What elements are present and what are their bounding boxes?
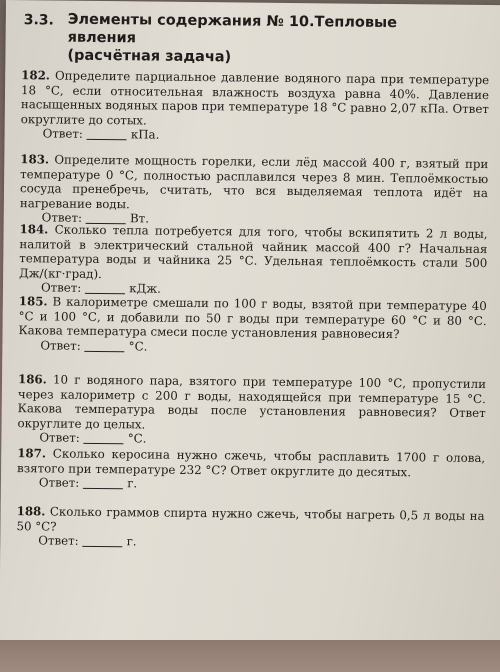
section-title-line1: Элементы содержания № 10.Тепловые явления	[67, 11, 398, 47]
problem-number: 185.	[18, 294, 48, 309]
problem-text	[20, 152, 489, 215]
problem-body: Сколько керосина нужно сжечь, чтобы расплавить 1700 г олова, взятого при температуре 232 °С? Ответ округлите до десятых.	[17, 446, 486, 479]
problem-body: Сколько тепла потребуется для того, чтобы вскипятить 2 л воды, налитой в электрический стальной чайник массой 400 г? Начальная температура воды и чайника 25 °С. Удельная теплоёмкость стали 500 Дж/(кг·град).	[19, 222, 488, 281]
problem-183	[20, 152, 489, 230]
answer-unit: °С.	[128, 338, 148, 353]
problem-body: 10 г водяного пара, взятого при температуре 100 °С, пропустили через калориметр с 200 г воды, находящейся при температуре 15 °С. Какова температура воды после установления равновесия? Ответ округлите до целых.	[17, 372, 487, 431]
answer-unit: кПа.	[130, 127, 160, 142]
answer-blank[interactable]	[87, 139, 127, 140]
answer-label: Ответ:	[38, 475, 80, 490]
problem-number: 182.	[21, 68, 51, 83]
answer-unit: кДж.	[129, 281, 161, 296]
answer-unit: г.	[126, 534, 137, 549]
problem-188	[16, 504, 484, 553]
problem-body: Сколько граммов спирта нужно сжечь, чтобы нагреть 0,5 л воды на 50 °С?	[16, 504, 485, 534]
problem-186	[17, 372, 486, 450]
section-number: 3.3.	[23, 12, 54, 29]
problem-number: 183.	[20, 152, 50, 167]
problem-number: 184.	[19, 222, 49, 237]
answer-unit: г.	[127, 476, 138, 491]
answer-blank[interactable]	[83, 546, 123, 547]
answer-unit: Вт.	[129, 211, 150, 226]
answer-label: Ответ:	[40, 280, 82, 295]
answer-label: Ответ:	[41, 210, 83, 225]
section-title-line2: (расчётная задача)	[67, 47, 232, 66]
problem-text	[19, 222, 488, 285]
problem-184	[19, 222, 488, 300]
section-title	[67, 11, 448, 69]
answer-unit: °С.	[127, 431, 147, 446]
problem-text	[21, 68, 490, 131]
answer-blank[interactable]	[83, 488, 123, 489]
problem-text	[17, 372, 486, 435]
answer-label: Ответ:	[38, 533, 79, 548]
problem-text	[18, 294, 486, 342]
answer-label: Ответ:	[40, 337, 81, 353]
problem-body: В калориметре смешали по 100 г воды, взятой при температуре 40 °С и 100 °С, и добавили по 50 г воды при температуре 60 °С и 80 °С. Какова температура смеси после установления равновесия?	[18, 294, 487, 342]
answer-blank[interactable]	[85, 350, 125, 351]
table-surface	[0, 640, 500, 672]
answer-label: Ответ:	[39, 430, 80, 445]
answer-label: Ответ:	[42, 126, 84, 141]
problem-185	[18, 294, 487, 357]
problem-number: 187.	[17, 446, 47, 461]
answer-blank[interactable]	[84, 443, 124, 444]
problem-body: Определите парциальное давление водяного пара при температуре 18 °С, если относительная влажность воздуха равна 40%. Давление насыщенных водяных паров при температуре 18 °С равно 2,07 кПа. Ответ округлите до сотых.	[20, 68, 490, 127]
problem-number: 186.	[17, 372, 47, 387]
problem-182	[21, 68, 490, 146]
problem-187	[17, 446, 485, 495]
problem-number: 188.	[16, 504, 46, 519]
section-header	[23, 8, 494, 66]
problem-body: Определите мощность горелки, если лёд массой 400 г, взятый при температуре 0 °С, полностью расплавился через 8 мин. Теплоёмкостью сосуда пренебречь, считать, что вся выделяемая теплота идёт на нагревание воды.	[19, 152, 489, 211]
